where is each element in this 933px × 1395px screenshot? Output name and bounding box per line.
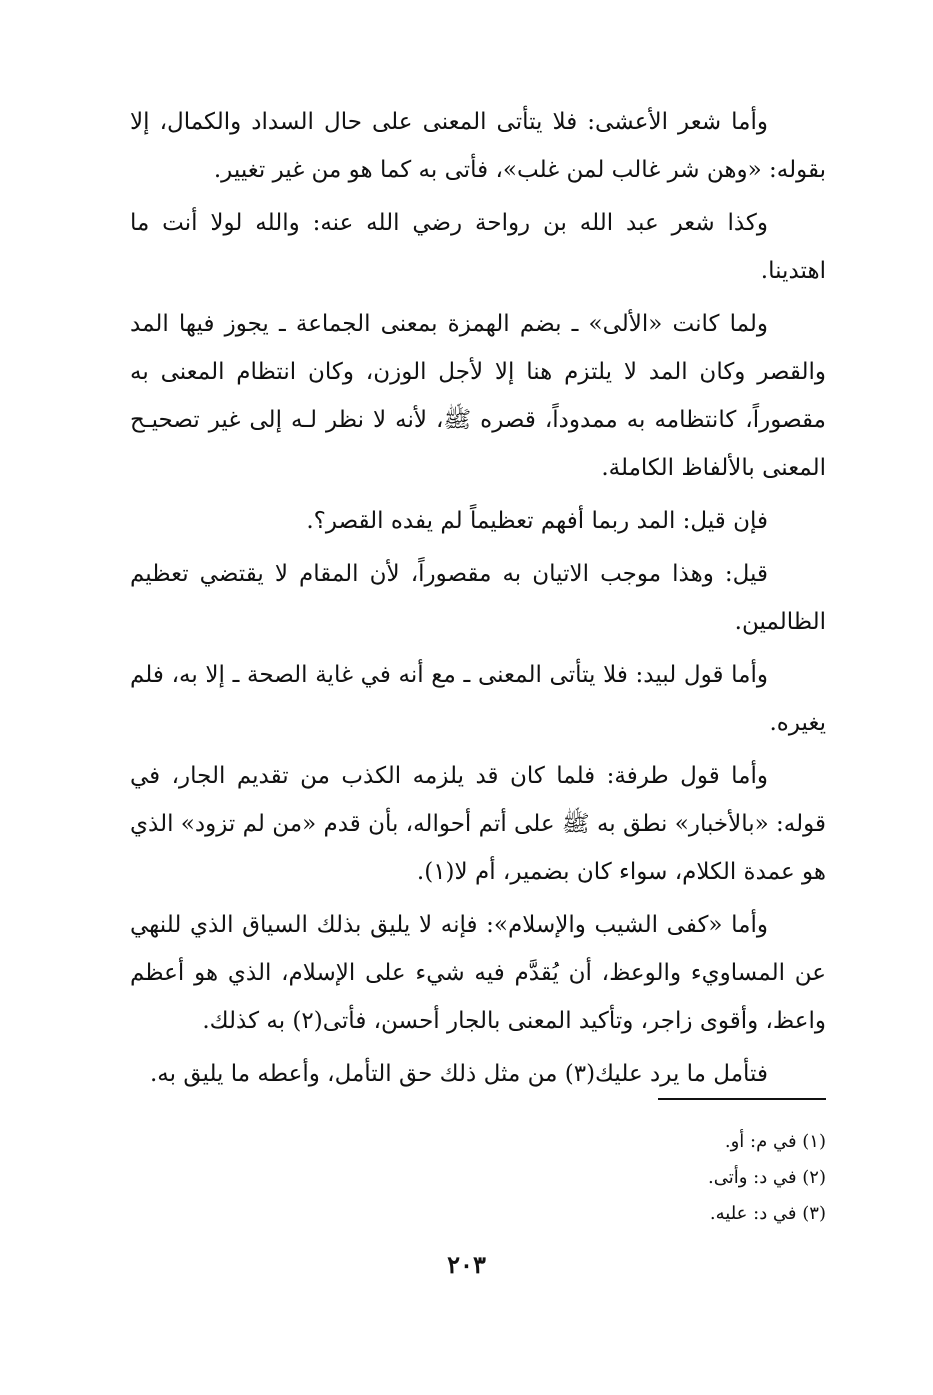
paragraph-3: ولما كانت «الألى» ـ بضم الهمزة بمعنى الجماعة ـ يجوز فيها المد والقصر وكان المد لا يلتزم هنا إلا لأجل الوزن، وكان انتظام المعنى به مقصوراً، كانتظامه به ممدوداً، قصره ﷺ، لأنه لا نظر لـه إلى غير تصحيـح المعنى بالألفاظ الكاملة. [130, 311, 826, 481]
paragraph-5: قيل: وهذا موجب الاتيان به مقصوراً، لأن المقام لا يقتضي تعظيم الظالمين. [130, 561, 826, 635]
footnote-1: (١) في م: أو. [724, 1131, 826, 1152]
page-number: ٢٠٣ [447, 1250, 486, 1279]
paragraph-2: وكذا شعر عبد الله بن رواحة رضي الله عنه: والله لولا أنت ما اهتدينا. [130, 210, 826, 284]
footnote-separator [658, 1098, 826, 1100]
paragraph-4: فإن قيل: المد ربما أفهم تعظيماً لم يفده القصر؟. [306, 508, 768, 534]
paragraph-1: وأما شعر الأعشى: فلا يتأتى المعنى على حال السداد والكمال، إلا بقوله: «وهن شر غالب لمن غلب»، فأتى به كما هو من غير تغيير. [130, 109, 826, 183]
paragraph-7: وأما قول طرفة: فلما كان قد يلزمه الكذب من تقديم الجار، في قوله: «بالأخبار» نطق به ﷺ على أتم أحواله، بأن قدم «من لم تزود» الذي هو عمدة الكلام، سواء كان بضمير، أم لا(١). [130, 763, 826, 885]
main-text [130, 98, 826, 1103]
paragraph-8: وأما «كفى الشيب والإسلام»: فإنه لا يليق بذلك السياق الذي للنهي عن المساويء والوعظ، أن يُقدَّم فيه شيء على الإسلام، الذي هو أعظم واعظ، وأقوى زاجر، وتأكيد المعنى بالجار أحسن، فأتى(٢) به كذلك. [130, 912, 826, 1034]
footnote-2: (٢) في د: وأتى. [707, 1167, 826, 1188]
paragraph-9: فتأمل ما يرد عليك(٣) من مثل ذلك حق التأمل، وأعطه ما يليق به. [149, 1061, 768, 1087]
paragraph-6: وأما قول لبيد: فلا يتأتى المعنى ـ مع أنه في غاية الصحة ـ إلا به، فلم يغيره. [130, 662, 826, 736]
footnote-3: (٣) في د: عليه. [709, 1203, 826, 1224]
footnotes [426, 1124, 826, 1232]
